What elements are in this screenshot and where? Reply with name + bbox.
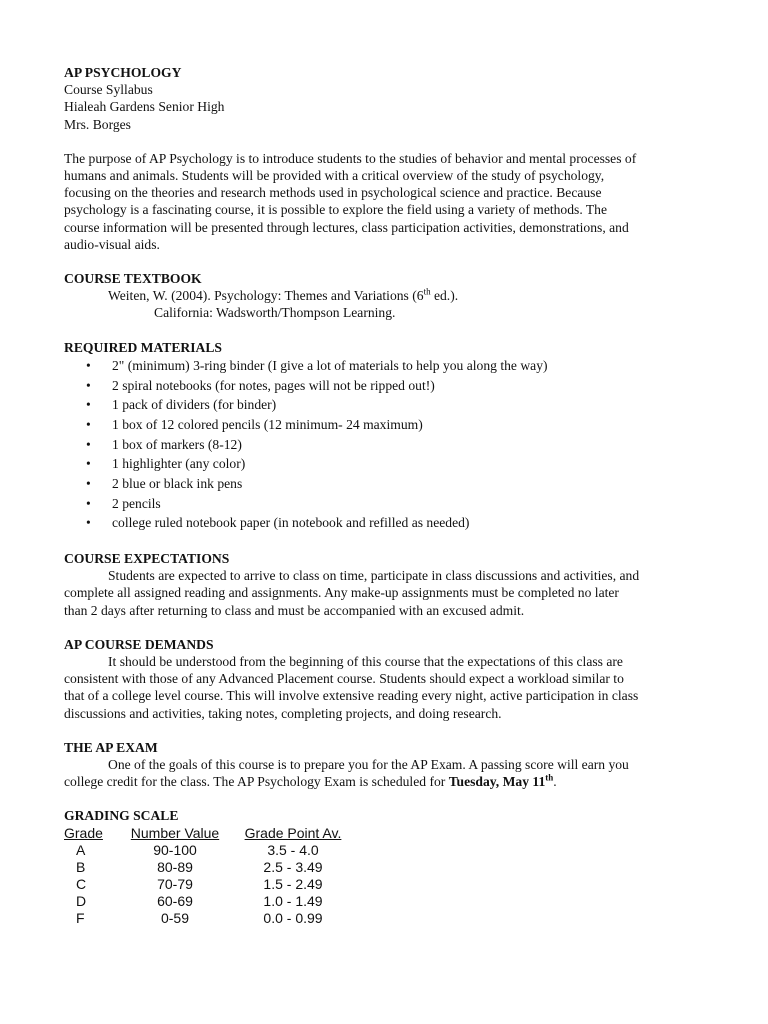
paragraph-line: humans and animals. Students will be provided with a critical overview of the study of psychology,	[64, 168, 605, 184]
citation-text: Weiten, W. (2004). Psychology: Themes and Variations (6	[108, 288, 424, 304]
table-row	[64, 876, 356, 893]
list-item-text: 1 highlighter (any color)	[112, 456, 246, 472]
table-row	[64, 842, 356, 859]
list-item	[64, 395, 704, 415]
document-title: AP PSYCHOLOGY	[64, 65, 182, 80]
gpa-cell: 1.0 - 1.49	[263, 892, 323, 909]
paragraph-line: audio-visual aids.	[64, 236, 160, 252]
paragraph-line: focusing on the theories and research methods used in psychological science and practice. Because	[64, 185, 602, 201]
textbook-citation	[64, 287, 704, 304]
bullet-icon: •	[86, 515, 91, 531]
bullet-icon: •	[86, 357, 91, 373]
document-subtitle: Course Syllabus	[64, 82, 153, 98]
table-row	[64, 910, 356, 927]
exam-section	[64, 739, 704, 791]
paragraph-line: course information will be presented through lectures, class participation activities, demonstrations, and	[64, 219, 629, 235]
paragraph-line: It should be understood from the beginning of this course that the expectations of this class are	[108, 654, 623, 670]
section-heading: COURSE TEXTBOOK	[64, 271, 202, 287]
superscript: th	[423, 286, 431, 297]
list-item	[64, 474, 704, 494]
list-item	[64, 454, 704, 474]
range-cell: 0-59	[160, 909, 190, 926]
section-heading: AP COURSE DEMANDS	[64, 636, 214, 652]
list-item	[64, 356, 704, 376]
range-cell: 80-89	[157, 858, 193, 875]
paragraph-line: than 2 days after returning to class and must be accompanied with an excused admit.	[64, 602, 525, 618]
table-row	[64, 893, 356, 910]
paragraph-line	[64, 773, 704, 790]
materials-list	[64, 356, 704, 533]
gpa-cell: 2.5 - 3.49	[263, 858, 323, 875]
paragraph-line: discussions and activities, taking notes, completing projects, and doing research.	[64, 705, 502, 721]
grade-cell: C	[76, 875, 87, 892]
paragraph-line: psychology is a fascinating course, it is possible to explore the field using a variety of methods. The	[64, 202, 608, 218]
grade-cell: D	[76, 892, 87, 909]
list-item-text: 1 pack of dividers (for binder)	[112, 397, 277, 413]
demands-section	[64, 636, 704, 722]
exam-text-end: .	[553, 774, 557, 790]
list-item-text: 1 box of 12 colored pencils (12 minimum- 24 maximum)	[112, 416, 423, 432]
grade-cell: F	[76, 909, 85, 926]
list-item-text: 2" (minimum) 3-ring binder (I give a lot of materials to help you along the way)	[112, 357, 548, 373]
range-cell: 70-79	[157, 875, 193, 892]
list-item-text: 2 blue or black ink pens	[112, 475, 243, 491]
paragraph-line: Students are expected to arrive to class on time, participate in class discussions and activities, and	[108, 568, 640, 584]
superscript: th	[545, 772, 554, 783]
range-cell: 90-100	[153, 841, 197, 858]
document-header	[64, 64, 704, 133]
list-item	[64, 513, 704, 533]
list-item	[64, 494, 704, 514]
textbook-section	[64, 270, 704, 322]
textbook-publisher: California: Wadsworth/Thompson Learning.	[154, 305, 396, 321]
exam-date-text: Tuesday, May 11	[448, 774, 546, 790]
bullet-icon: •	[86, 475, 91, 491]
expectations-section	[64, 550, 704, 619]
gpa-cell: 0.0 - 0.99	[263, 909, 323, 926]
section-heading: THE AP EXAM	[64, 739, 158, 755]
section-heading: REQUIRED MATERIALS	[64, 339, 222, 355]
list-item	[64, 415, 704, 435]
section-heading: COURSE EXPECTATIONS	[64, 551, 230, 567]
section-heading: GRADING SCALE	[64, 808, 179, 824]
bullet-icon: •	[86, 377, 91, 393]
paragraph-line: consistent with those of any Advanced Placement course. Students should expect a workload similar to	[64, 671, 624, 687]
column-header-gpa: Grade Point Av.	[244, 824, 342, 841]
list-item-text: 2 spiral notebooks (for notes, pages will not be ripped out!)	[112, 377, 435, 393]
grading-table	[64, 825, 356, 927]
document-body	[64, 64, 704, 927]
school-name: Hialeah Gardens Senior High	[64, 99, 225, 115]
purpose-paragraph	[64, 150, 704, 253]
paragraph-line: One of the goals of this course is to prepare you for the AP Exam. A passing score will earn you	[108, 757, 629, 773]
bullet-icon: •	[86, 456, 91, 472]
column-header-grade: Grade	[64, 824, 103, 841]
exam-text: college credit for the class. The AP Psychology Exam is scheduled for	[64, 774, 449, 790]
exam-date	[448, 772, 557, 790]
column-header-number-value: Number Value	[130, 824, 220, 841]
list-item-text: 2 pencils	[112, 495, 161, 511]
range-cell: 60-69	[157, 892, 193, 909]
grade-cell: A	[76, 841, 86, 858]
list-item-text: 1 box of markers (8-12)	[112, 436, 242, 452]
grading-section	[64, 807, 704, 926]
list-item-text: college ruled notebook paper (in notebook and refilled as needed)	[112, 515, 470, 531]
bullet-icon: •	[86, 397, 91, 413]
paragraph-line: complete all assigned reading and assignments. Any make-up assignments must be completed no later	[64, 585, 619, 601]
list-item	[64, 435, 704, 455]
grade-cell: B	[76, 858, 86, 875]
bullet-icon: •	[86, 436, 91, 452]
paragraph-line: that of a college level course. This will involve extensive reading every night, active participation in class	[64, 688, 639, 704]
paragraph-line: The purpose of AP Psychology is to introduce students to the studies of behavior and mental processes of	[64, 150, 637, 166]
bullet-icon: •	[86, 495, 91, 511]
bullet-icon: •	[86, 416, 91, 432]
gpa-cell: 3.5 - 4.0	[267, 841, 319, 858]
teacher-name: Mrs. Borges	[64, 116, 131, 132]
table-header-row	[64, 825, 356, 842]
citation-text: ed.).	[430, 288, 459, 304]
materials-section	[64, 339, 704, 533]
list-item	[64, 376, 704, 396]
gpa-cell: 1.5 - 2.49	[263, 875, 323, 892]
table-row	[64, 859, 356, 876]
